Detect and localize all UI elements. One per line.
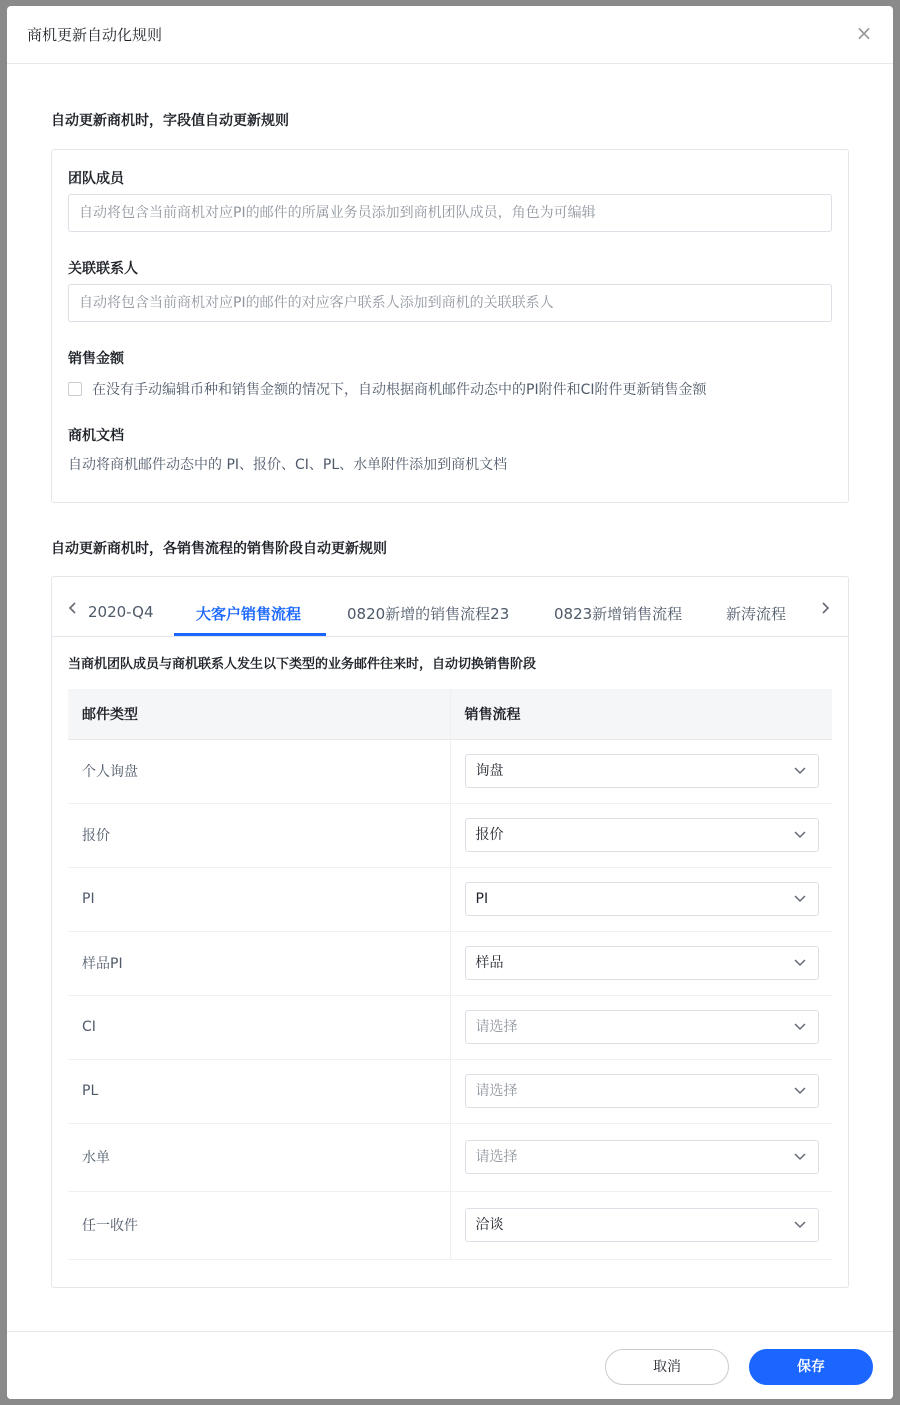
section-title-field-rules: 自动更新商机时，字段值自动更新规则 (51, 113, 289, 129)
sales-stage-select[interactable] (465, 1010, 819, 1044)
chevron-right-icon[interactable] (820, 601, 830, 619)
section-title-stage-rules: 自动更新商机时，各销售流程的销售阶段自动更新规则 (51, 541, 387, 557)
tab-key-account-process[interactable]: 大客户销售流程 (196, 605, 302, 623)
automation-rules-modal (7, 6, 893, 1399)
mail-type-cell: 报价 (68, 803, 450, 867)
table-row (68, 867, 832, 931)
chevron-down-icon (794, 1209, 806, 1241)
table-row (68, 739, 832, 803)
sales-stage-select[interactable] (465, 946, 819, 980)
sales-stage-value: 请选择 (475, 1019, 518, 1035)
sales-stage-cell (450, 739, 832, 803)
sales-stage-select[interactable] (465, 1074, 819, 1108)
sales-stage-value: 报价 (475, 827, 504, 843)
sales-stage-cell (450, 1059, 832, 1123)
close-icon[interactable]: × (855, 21, 873, 45)
tab-0820-process[interactable]: 0820新增的销售流程23 (347, 605, 510, 623)
stage-rules-card (51, 576, 849, 1288)
sales-amount-checkbox[interactable] (68, 382, 82, 396)
tab-2020-q4[interactable]: 2020-Q4 (88, 603, 154, 621)
sales-stage-select[interactable] (465, 1208, 819, 1242)
tab-xintao-process[interactable]: 新涛流程 (726, 605, 787, 623)
sales-stage-cell (450, 867, 832, 931)
chevron-down-icon (794, 947, 806, 979)
documents-label: 商机文档 (68, 428, 124, 444)
table-header-row (68, 689, 832, 739)
modal-title: 商机更新自动化规则 (27, 26, 163, 44)
mail-type-cell: CI (68, 995, 450, 1059)
contacts-label: 关联联系人 (68, 261, 138, 277)
sales-stage-select[interactable] (465, 818, 819, 852)
sales-stage-select[interactable] (465, 1140, 819, 1174)
table-row (68, 931, 832, 995)
sales-stage-cell (450, 931, 832, 995)
sales-stage-value: 请选择 (475, 1083, 518, 1099)
sales-stage-select[interactable] (465, 754, 819, 788)
mail-type-stage-table (68, 689, 832, 1260)
chevron-down-icon (794, 819, 806, 851)
table-row (68, 803, 832, 867)
active-tab-indicator (174, 633, 326, 636)
chevron-left-icon[interactable] (68, 601, 78, 619)
chevron-down-icon (794, 755, 806, 787)
save-button[interactable]: 保存 (749, 1349, 873, 1385)
table-row (68, 1191, 832, 1259)
modal-header (7, 6, 893, 64)
sales-stage-cell (450, 995, 832, 1059)
modal-footer (7, 1331, 893, 1399)
sales-amount-label: 销售金额 (68, 351, 124, 367)
sales-stage-value: 请选择 (475, 1149, 518, 1165)
mail-type-cell: 任一收件 (68, 1191, 450, 1259)
mail-type-cell: PL (68, 1059, 450, 1123)
mail-type-cell: PI (68, 867, 450, 931)
chevron-down-icon (794, 1075, 806, 1107)
table-row (68, 1123, 832, 1191)
sales-process-tabs (52, 577, 848, 637)
sales-stage-value: 询盘 (475, 763, 504, 779)
chevron-down-icon (794, 1141, 806, 1173)
mail-type-cell: 样品PI (68, 931, 450, 995)
contacts-input[interactable]: 自动将包含当前商机对应PI的邮件的对应客户联系人添加到商机的关联联系人 (68, 284, 832, 322)
field-rules-card (51, 149, 849, 503)
team-members-label: 团队成员 (68, 171, 124, 187)
table-row (68, 1059, 832, 1123)
documents-text: 自动将商机邮件动态中的 PI、报价、CI、PL、水单附件添加到商机文档 (68, 457, 508, 473)
sales-stage-value: PI (475, 891, 489, 907)
chevron-down-icon (794, 883, 806, 915)
mail-type-cell: 个人询盘 (68, 739, 450, 803)
sales-amount-checkbox-text: 在没有手动编辑币种和销售金额的情况下，自动根据商机邮件动态中的PI附件和CI附件更新销售金额 (92, 382, 707, 398)
column-header-mail-type: 邮件类型 (68, 689, 450, 739)
sales-stage-value: 洽谈 (475, 1217, 504, 1233)
table-row (68, 995, 832, 1059)
sales-stage-cell (450, 1123, 832, 1191)
chevron-down-icon (794, 1011, 806, 1043)
sales-stage-cell (450, 803, 832, 867)
mail-type-cell: 水单 (68, 1123, 450, 1191)
tab-0823-process[interactable]: 0823新增销售流程 (554, 605, 683, 623)
sales-stage-cell (450, 1191, 832, 1259)
sales-stage-select[interactable] (465, 882, 819, 916)
sales-stage-value: 样品 (475, 955, 504, 971)
cancel-button[interactable]: 取消 (605, 1349, 729, 1385)
team-members-input[interactable]: 自动将包含当前商机对应PI的邮件的所属业务员添加到商机团队成员，角色为可编辑 (68, 194, 832, 232)
column-header-sales-process: 销售流程 (450, 689, 832, 739)
sales-amount-checkbox-row[interactable] (68, 379, 706, 399)
stage-switch-hint: 当商机团队成员与商机联系人发生以下类型的业务邮件往来时，自动切换销售阶段 (68, 657, 537, 672)
